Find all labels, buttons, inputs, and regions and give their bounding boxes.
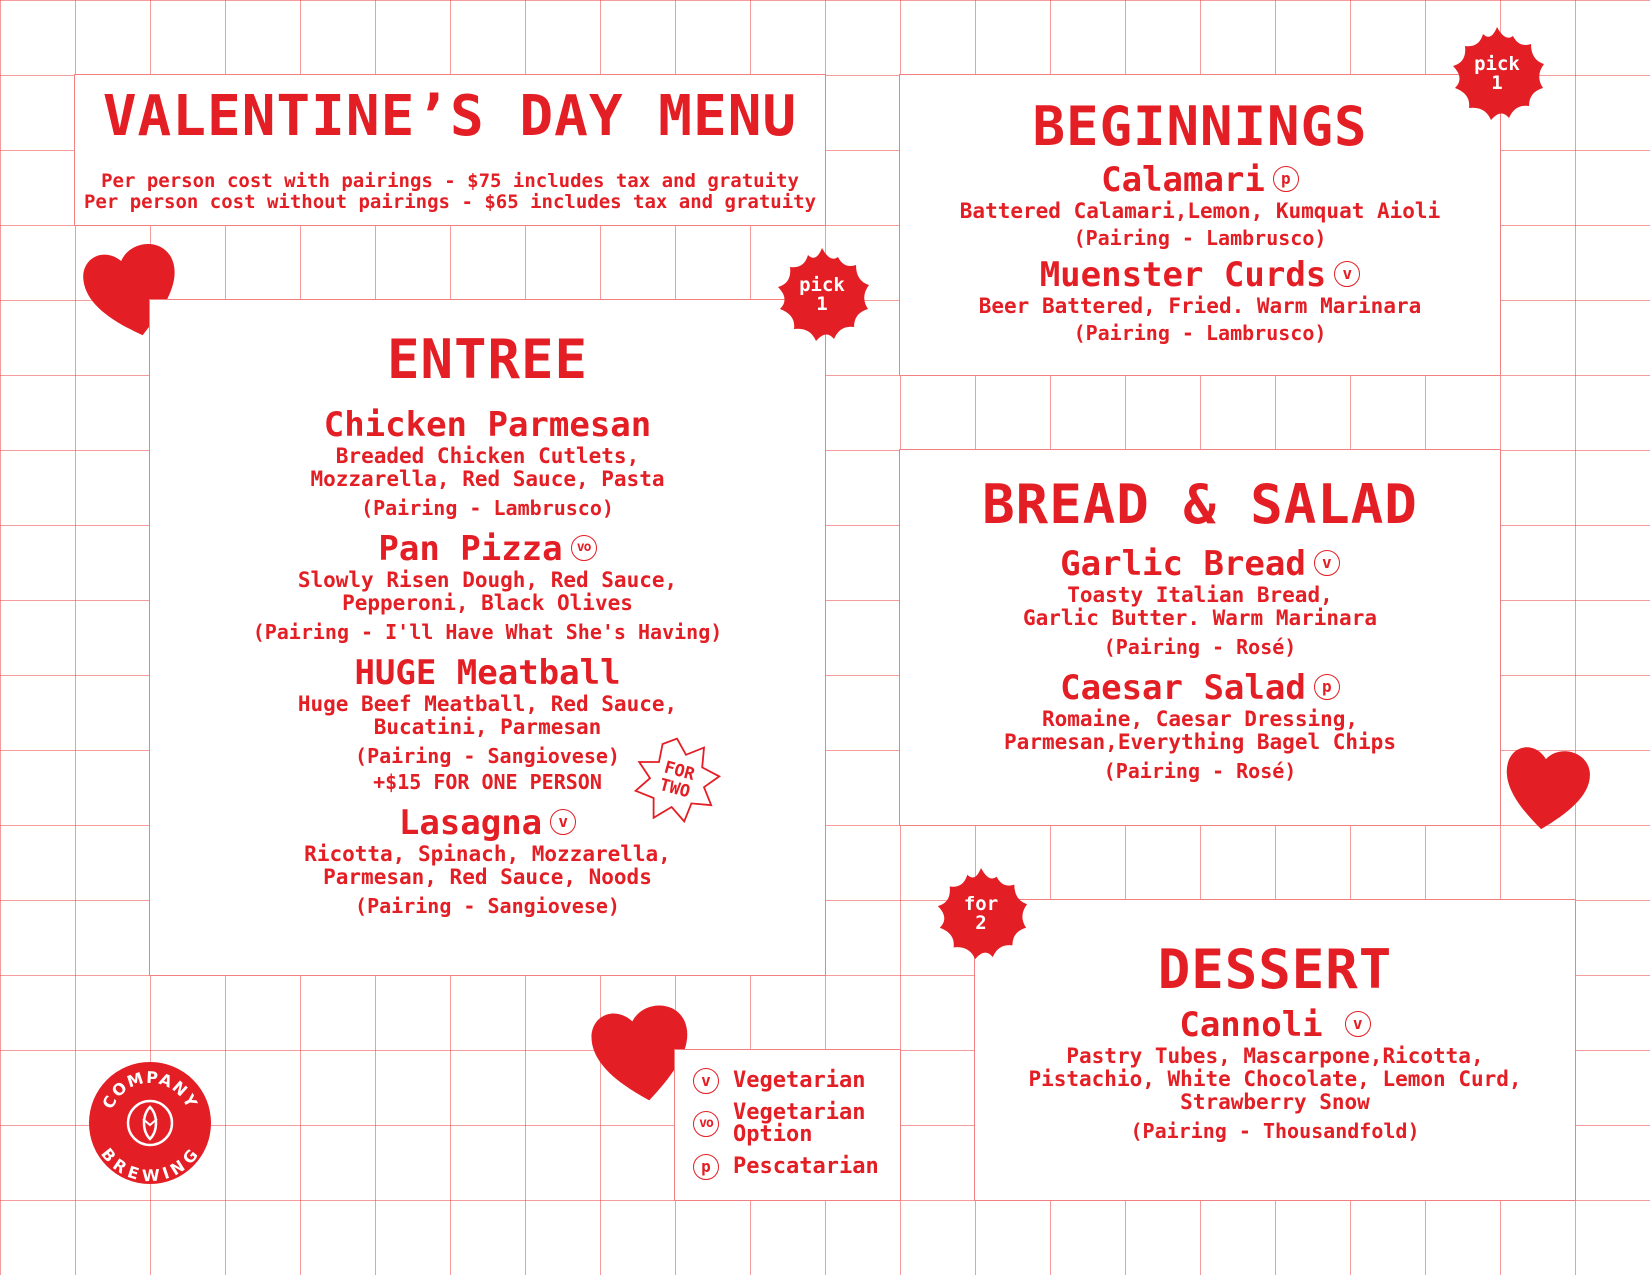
menu-item [900,669,1500,783]
menu-item [975,1006,1575,1143]
legend-label: Vegetarian Option [733,1100,866,1147]
for-two-dessert-badge [932,865,1030,963]
pick-one-badge [1447,22,1547,126]
menu-item [150,530,825,644]
diet-legend [674,1049,901,1201]
heart-icon [1497,730,1597,845]
entree-panel [149,299,826,976]
logo-bottom-text: BREWING [97,1144,203,1185]
vegetarian-icon: v [1314,550,1340,576]
dessert-panel [974,899,1576,1201]
header-panel [74,74,826,226]
price-without-pairings: Per person cost without pairings - $65 includes tax and gratuity [83,191,817,213]
item-description: Parmesan, Red Sauce, Noods [323,865,652,889]
vegetarian-icon: v [1334,261,1360,287]
item-pairing: (Pairing - Thousandfold) [1130,1119,1420,1143]
item-pairing: (Pairing - Lambrusco) [1073,321,1327,345]
item-extra-price: +$15 FOR ONE PERSON [373,770,602,794]
page-title: VALENTINE’S DAY MENU [102,84,798,149]
item-description: Huge Beef Meatball, Red Sauce, [297,692,678,716]
item-description: Parmesan,Everything Bagel Chips [1004,730,1396,754]
legend-row [693,1154,900,1180]
item-description: Breaded Chicken Cutlets, [335,444,640,468]
item-pairing: (Pairing - Lambrusco) [1073,226,1327,250]
item-pairing: (Pairing - Rosé) [1103,635,1297,659]
item-description: Bucatini, Parmesan [373,715,602,739]
logo-top-text: COMPANY [98,1067,202,1112]
item-pairing: (Pairing - Sangiovese) [355,894,620,918]
item-pairing: (Pairing - Rosé) [1103,759,1297,783]
vegetarian-option-icon: vo [571,535,597,561]
item-name: Calamari [1101,160,1265,200]
pescatarian-icon: p [693,1154,719,1180]
item-pairing: (Pairing - I'll Have What She's Having) [252,620,723,644]
pick-one-label: pick 1 [799,274,845,315]
for-two-dessert-label: for 2 [963,893,999,934]
menu-item [150,804,825,918]
legend-label: Pescatarian [733,1154,879,1179]
item-description: Pastry Tubes, Mascarpone,Ricotta, [1066,1044,1484,1068]
item-description: Mozzarella, Red Sauce, Pasta [310,467,665,491]
item-name: Chicken Parmesan [323,405,652,445]
item-description: Beer Battered, Fried. Warm Marinara [978,294,1422,318]
legend-label: Vegetarian [733,1068,866,1093]
vegetarian-option-icon: vo [693,1111,719,1137]
item-name: Pan Pizza [378,529,563,569]
pick-one-label: pick 1 [1474,53,1520,94]
item-name: Garlic Bread [1060,544,1306,584]
vegetarian-icon: v [693,1068,719,1094]
item-description: Pepperoni, Black Olives [342,591,633,615]
item-description: Romaine, Caesar Dressing, [1041,707,1359,731]
item-pairing: (Pairing - Lambrusco) [361,496,614,520]
for-two-badge [632,735,722,825]
for-two-label: FOR TWO [657,757,697,803]
menu-item [900,256,1500,345]
pescatarian-icon: p [1273,166,1299,192]
section-title-bread-salad: BREAD & SALAD [982,473,1418,536]
vegetarian-icon: v [1345,1011,1371,1037]
menu-item [900,545,1500,659]
item-description: Strawberry Snow [1180,1090,1370,1114]
pescatarian-icon: p [1314,674,1340,700]
legend-row [693,1068,900,1094]
bread-salad-panel [899,449,1501,826]
item-description: Slowly Risen Dough, Red Sauce, [297,568,678,592]
item-name: Lasagna [398,803,543,843]
vegetarian-icon: v [550,809,576,835]
item-description: Pistachio, White Chocolate, Lemon Curd, [1028,1067,1522,1091]
section-title-entree: ENTREE [386,328,589,391]
price-with-pairings: Per person cost with pairings - $75 includes tax and gratuity [101,170,799,192]
item-name: Muenster Curds [1039,255,1327,295]
menu-item [150,406,825,520]
item-description: Battered Calamari,Lemon, Kumquat Aioli [959,199,1441,223]
section-title-dessert: DESSERT [1157,938,1393,1001]
item-description: Garlic Butter. Warm Marinara [1022,606,1377,630]
item-name: Caesar Salad [1060,668,1306,708]
item-name: Cannoli [1179,1005,1323,1045]
item-description: Toasty Italian Bread, [1067,583,1333,607]
item-pairing: (Pairing - Sangiovese) [355,744,620,768]
pick-one-badge [772,245,872,345]
item-name: HUGE Meatball [354,653,621,693]
beginnings-panel [899,74,1501,376]
legend-row [693,1102,900,1146]
section-title-beginnings: BEGINNINGS [1032,95,1368,158]
menu-item [900,161,1500,250]
company-brewing-logo [88,1061,212,1185]
item-description: Ricotta, Spinach, Mozzarella, [304,842,671,866]
